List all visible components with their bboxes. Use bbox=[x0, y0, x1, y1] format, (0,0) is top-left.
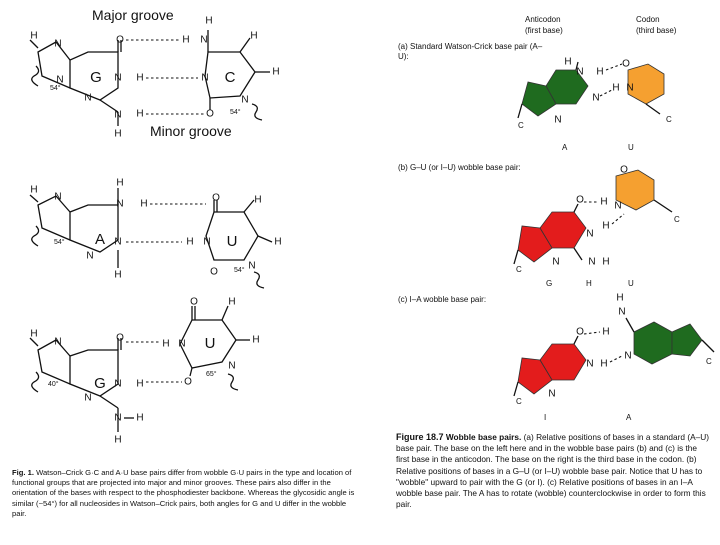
angle-1-left: 54° bbox=[50, 85, 61, 92]
cytosine-structure bbox=[182, 16, 279, 120]
minor-groove-label: Minor groove bbox=[150, 123, 232, 139]
atom-hb1: H bbox=[602, 220, 610, 232]
atom-na4: N bbox=[554, 114, 562, 126]
atom-n7a: N bbox=[54, 191, 62, 203]
atom-n7: N bbox=[54, 38, 62, 50]
adenine-pentagon-c bbox=[672, 324, 702, 356]
atom-h5-u2: H bbox=[228, 296, 236, 308]
atom-h2: H bbox=[114, 128, 122, 140]
atom-o6: O bbox=[116, 34, 124, 46]
left-caption-text: Watson–Crick G·C and A·U base pairs differ from wobble G·U pairs in the type and location of functional groups that are projected into major and minor grooves. These pairs also differ in the orientation of the bases with respect to the phosphodiester backbone. Whereas the glycosidic angle is similar (~54°) for all nucleosides in Watson–Crick pairs, both angles for G and U differ in the wobble pair. bbox=[12, 468, 355, 518]
right-caption bbox=[396, 432, 710, 510]
atom-h-n2: H bbox=[136, 108, 144, 120]
atom-n7-g2: N bbox=[54, 336, 62, 348]
letter-a-u: U bbox=[628, 143, 634, 152]
atom-h2-g2: H bbox=[136, 412, 144, 424]
guanine-structure bbox=[30, 31, 144, 140]
adenine-hexagon-c bbox=[634, 322, 672, 364]
gu-wobble-pair bbox=[30, 297, 260, 446]
left-caption-label: Fig. 1. bbox=[12, 468, 34, 477]
panel-a-label-wrap bbox=[398, 42, 548, 70]
atom-h5u: H bbox=[254, 194, 262, 206]
atom-n1c: N bbox=[241, 94, 249, 106]
base-label-u1: U bbox=[226, 232, 238, 250]
gc-pair bbox=[30, 16, 280, 140]
atom-n3u: N bbox=[203, 236, 211, 248]
panel-a bbox=[398, 42, 672, 152]
atom-o4: O bbox=[212, 192, 220, 204]
atom-n1u: N bbox=[248, 260, 256, 272]
atom-nc1: N bbox=[586, 358, 594, 370]
sugar-c-c1: C bbox=[516, 397, 522, 406]
panel-b bbox=[398, 163, 680, 288]
letter-b-g: G bbox=[546, 279, 553, 288]
anticodon-sub: (first base) bbox=[525, 26, 563, 35]
atom-o2: O bbox=[206, 108, 214, 120]
atom-n3: N bbox=[84, 92, 92, 104]
glycosidic-bond-4 bbox=[254, 272, 264, 288]
atom-nb3: N bbox=[588, 256, 596, 268]
atom-n2: N bbox=[114, 109, 122, 121]
atom-h-n4: H bbox=[182, 34, 190, 46]
atom-na2: N bbox=[592, 92, 600, 104]
figure-title: Wobble base pairs. bbox=[445, 432, 522, 442]
atom-hb3: H bbox=[602, 256, 610, 268]
atom-oc1: O bbox=[576, 326, 584, 338]
atom-n3-g2: N bbox=[84, 392, 92, 404]
panel-c-label: (c) I–A wobble base pair: bbox=[398, 295, 487, 304]
panel-a-label: (a) Standard Watson-Crick base pair (A–U): bbox=[398, 42, 543, 61]
right-figure bbox=[398, 15, 714, 422]
atom-h-n1: H bbox=[136, 72, 144, 84]
atom-nb1: N bbox=[586, 228, 594, 240]
atom-n1-g2: N bbox=[114, 378, 122, 390]
atom-n3c: N bbox=[201, 72, 209, 84]
glycosidic-bond-1 bbox=[32, 66, 39, 86]
atom-ob1: O bbox=[576, 194, 584, 206]
atom-ha2: H bbox=[596, 66, 604, 78]
atom-n2-g2: N bbox=[114, 412, 122, 424]
hbond-pa2 bbox=[600, 90, 612, 96]
atom-n9: N bbox=[56, 74, 64, 86]
letter-c-i: I bbox=[544, 413, 547, 422]
hbond-pc2 bbox=[610, 356, 622, 362]
glycosidic-bond-3 bbox=[32, 226, 39, 246]
atom-h2b-g2: H bbox=[114, 434, 122, 446]
codon-header: Codon bbox=[636, 15, 660, 24]
atom-n6: N bbox=[116, 198, 124, 210]
atom-oa1: O bbox=[622, 58, 630, 70]
atom-h3u: H bbox=[186, 236, 194, 248]
atom-n3-u2: N bbox=[178, 338, 186, 350]
angle-2-left: 54° bbox=[54, 239, 65, 246]
atom-n3a: N bbox=[86, 250, 94, 262]
atom-n4: N bbox=[200, 34, 208, 46]
atom-nc2: N bbox=[618, 306, 626, 318]
atom-o2u: O bbox=[210, 266, 218, 278]
atom-ob2: O bbox=[620, 164, 628, 176]
sugar-c-c2: C bbox=[706, 357, 712, 366]
atom-h8: H bbox=[30, 30, 38, 42]
atom-n1: N bbox=[114, 72, 122, 84]
atom-h8a: H bbox=[30, 184, 38, 196]
atom-nc3: N bbox=[624, 350, 632, 362]
glycosidic-bond-6 bbox=[228, 374, 238, 390]
glycosidic-bond-5 bbox=[32, 372, 39, 392]
letter-b-u: U bbox=[628, 279, 634, 288]
codon-sub: (third base) bbox=[636, 26, 677, 35]
atom-h1-g2: H bbox=[136, 378, 144, 390]
base-label-a: A bbox=[94, 230, 106, 248]
letter-b-h: H bbox=[586, 279, 592, 288]
letter-c-a: A bbox=[626, 413, 632, 422]
guanine-structure-2 bbox=[30, 329, 144, 446]
atom-h6-u2: H bbox=[252, 334, 260, 346]
panel-b-label: (b) G–U (or I–U) wobble base pair: bbox=[398, 163, 521, 172]
atom-ha1: H bbox=[564, 56, 572, 68]
atom-hc2: H bbox=[616, 292, 624, 304]
atom-h2a: H bbox=[114, 269, 122, 281]
hbond-pb2 bbox=[612, 214, 624, 224]
sugar-c-a2: C bbox=[666, 115, 672, 124]
adenine-structure bbox=[30, 178, 148, 281]
atom-hc1: H bbox=[600, 358, 608, 370]
atom-h-n6: H bbox=[140, 198, 148, 210]
major-groove-label: Major groove bbox=[92, 7, 174, 23]
atom-nc4: N bbox=[548, 388, 556, 400]
base-label-g2: G bbox=[94, 374, 106, 392]
angle-2-right: 54° bbox=[234, 267, 245, 274]
atom-hb2: H bbox=[600, 196, 608, 208]
atom-h3-u2: H bbox=[162, 338, 170, 350]
atom-na1: N bbox=[576, 66, 584, 78]
sugar-c-b2: C bbox=[674, 215, 680, 224]
atom-o2-u2: O bbox=[184, 376, 192, 388]
base-label-c: C bbox=[224, 68, 236, 86]
atom-nb2: N bbox=[614, 200, 622, 212]
atom-n1a: N bbox=[114, 236, 122, 248]
atom-ha3: H bbox=[612, 82, 620, 94]
au-pair bbox=[30, 178, 282, 288]
figure-number: Figure 18.7 bbox=[396, 432, 444, 442]
atom-n1-u2: N bbox=[228, 360, 236, 372]
atom-c-h-top: H bbox=[205, 15, 213, 27]
atom-na3: N bbox=[626, 82, 634, 94]
atom-nb4: N bbox=[552, 256, 560, 268]
angle-1-right: 54° bbox=[230, 109, 241, 116]
atom-o6-g2: O bbox=[116, 332, 124, 344]
glycosidic-bond-2 bbox=[252, 104, 262, 120]
sugar-c-b1: C bbox=[516, 265, 522, 274]
figure-text: (a) Relative positions of bases in a standard (A–U) base pair. The base on the left here and in the wobble base pairs (b) and (c) is the first base in the anticodon. The base on the right is the third base in the codon. (b) Relative positions of bases in a G–U (or I–U) wobble base pair. Notice that U has to "wobble" upward to pair with the G (or I). (c) Relative positions of bases in an I–A wobble base pair. The A has to rotate (wobble) counterclockwise in order to form this pair. bbox=[396, 432, 710, 510]
uracil-structure-1 bbox=[186, 193, 281, 288]
anticodon-header: Anticodon bbox=[525, 15, 561, 24]
hbond-pc1 bbox=[584, 332, 600, 334]
angle-3-right: 65° bbox=[206, 371, 217, 378]
atom-h8-g2: H bbox=[30, 328, 38, 340]
angle-3-left: 40° bbox=[48, 381, 59, 388]
uracil-structure-2 bbox=[162, 297, 259, 390]
uracil-hexagon-b bbox=[616, 170, 654, 210]
base-label-g1: G bbox=[90, 68, 102, 86]
letter-a-a: A bbox=[562, 143, 568, 152]
base-label-u2: U bbox=[204, 334, 216, 352]
left-figure bbox=[30, 7, 282, 446]
atom-o4-u2: O bbox=[190, 296, 198, 308]
atom-h5: H bbox=[250, 30, 258, 42]
panel-c bbox=[398, 293, 714, 422]
atom-hc3: H bbox=[602, 326, 610, 338]
atom-h-top-a: H bbox=[116, 177, 124, 189]
left-caption bbox=[12, 468, 356, 519]
sugar-c-a1: C bbox=[518, 121, 524, 130]
atom-h6: H bbox=[272, 66, 280, 78]
hbond-pa1 bbox=[606, 64, 622, 70]
atom-h6u: H bbox=[274, 236, 282, 248]
